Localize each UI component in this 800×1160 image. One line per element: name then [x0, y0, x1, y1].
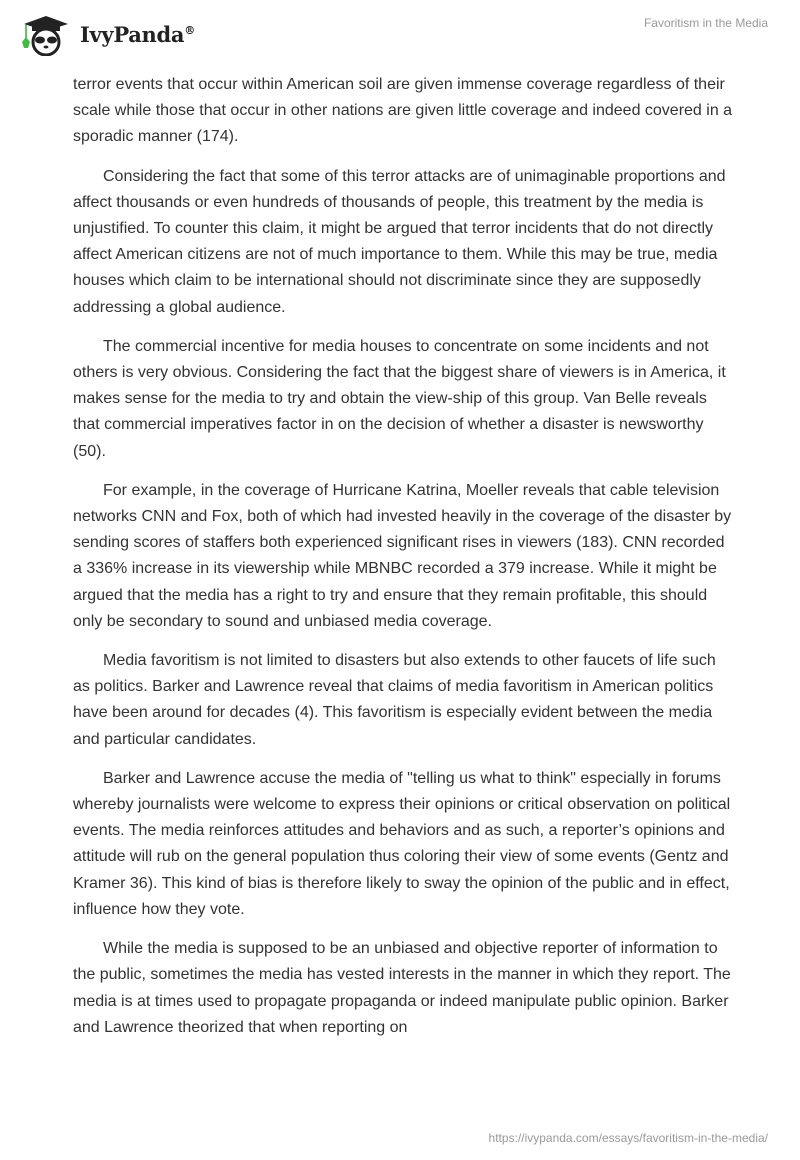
paragraph: terror events that occur within American soil are given immense coverage regardless of their scale while those that occur in other nations are given little coverage and indeed covered in a sporadic manner (174).	[73, 76, 733, 146]
brand-text: IvyPanda	[80, 21, 185, 47]
ivypanda-logo[interactable]	[18, 12, 195, 56]
brand-name	[80, 22, 195, 47]
paragraph: The commercial incentive for media houses to concentrate on some incidents and not others is very obvious. Considering the fact that the biggest share of viewers is in America, it makes sense for the media to try and obtain the view-ship of this group. Van Belle reveals that commercial imperatives factor in on the decision of whether a disaster is newsworthy (50).	[73, 337, 726, 460]
registered-mark: ®	[184, 23, 195, 37]
paragraph: Media favoritism is not limited to disasters but also extends to other faucets of life such as politics. Barker and Lawrence reveal that claims of media favoritism in American politics have been around for decades (4). This favoritism is especially evident between the media and particular candidates.	[73, 652, 716, 748]
paragraph: Barker and Lawrence accuse the media of "telling us what to think" especially in forums whereby journalists were welcome to express their opinions or critical observation on political events. The media reinforces attitudes and behaviors and as such, a reporter’s opinions and attitude will rub on the general population thus coloring their view of some events (Gentz and Kramer 36). This kind of bias is therefore likely to sway the opinion of the public and in effect, influence how they vote.	[73, 769, 731, 918]
paragraph: For example, in the coverage of Hurricane Katrina, Moeller reveals that cable television networks CNN and Fox, both of which had invested heavily in the coverage of the disaster by sending scores of staffers both experienced significant rises in viewers (183). CNN recorded a 336% increase in its viewership while MBNBC recorded a 379 increase. While it might be argued that the media has a right to try and ensure that they remain profitable, this should only be secondary to sound and unbiased media coverage.	[73, 481, 732, 630]
paragraph: While the media is supposed to be an unbiased and objective reporter of information to the public, sometimes the media has vested interests in the manner in which they report. The media is at times used to propagate propaganda or indeed manipulate public opinion. Barker and Lawrence theorized that when reporting on	[73, 940, 731, 1036]
paragraph: Considering the fact that some of this terror attacks are of unimaginable proportions and affect thousands or even hundreds of thousands of people, this treatment by the media is unjustified. To counter this claim, it might be argued that terror incidents that do not directly affect American citizens are not of much importance to them. While this may be true, media houses which claim to be international should not discriminate since they are supposedly addressing a global audience.	[73, 167, 726, 316]
essay-body	[73, 72, 733, 1054]
source-url[interactable]: https://ivypanda.com/essays/favoritism-in-the-media/	[488, 1131, 768, 1145]
panda-graduate-icon	[18, 12, 74, 56]
document-title: Favoritism in the Media	[643, 16, 768, 30]
